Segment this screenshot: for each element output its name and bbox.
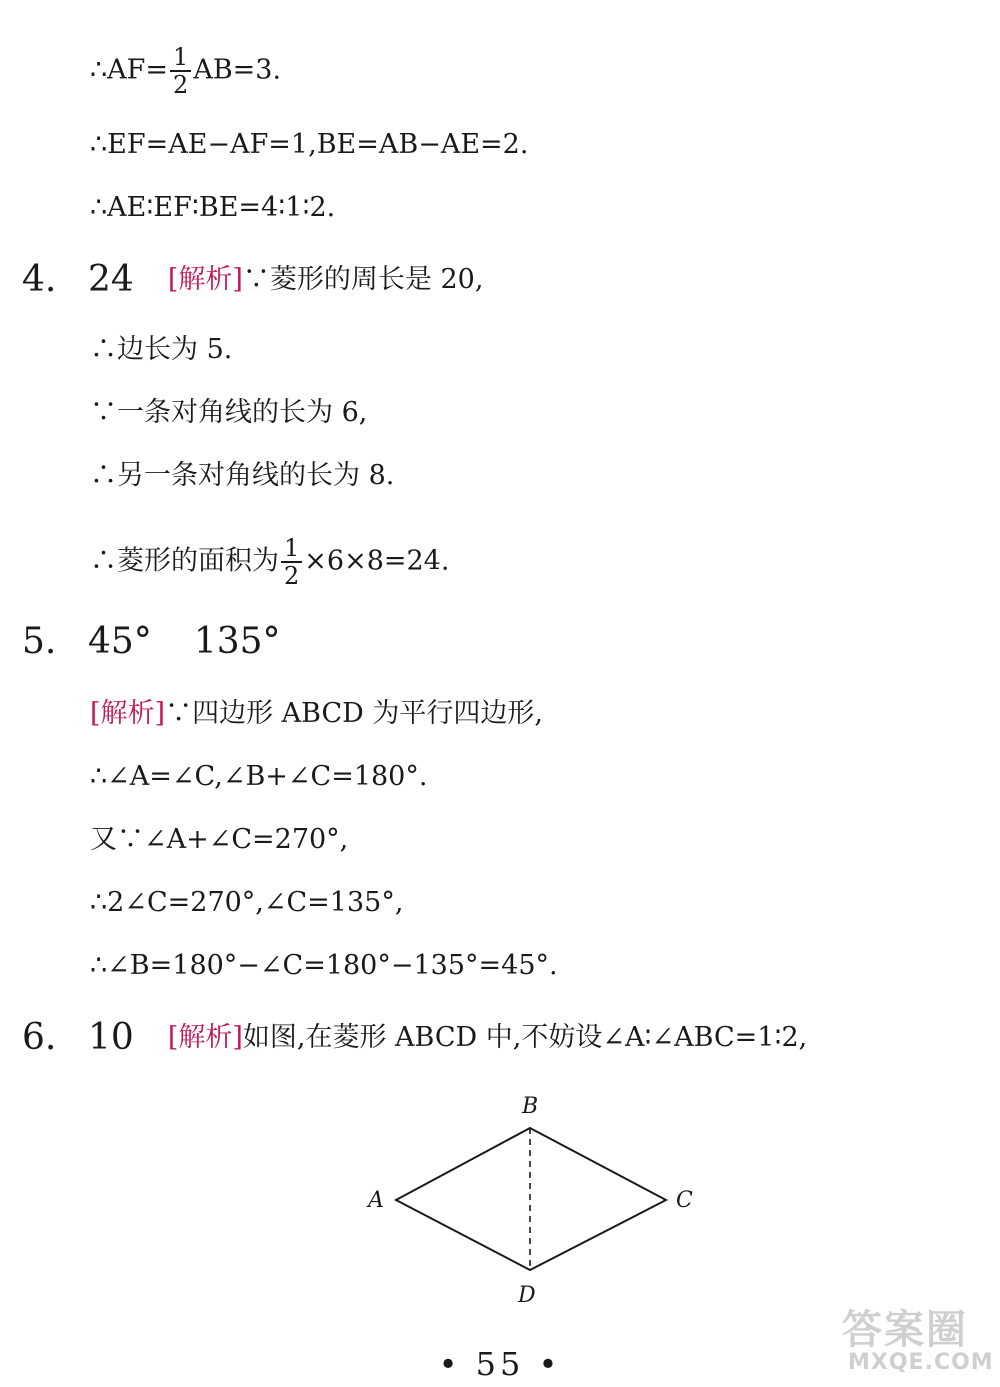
rhombus-figure (360, 1090, 700, 1315)
q6-heading: 6. 10 [解析]如图,在菱形 ABCD 中,不妨设∠A∶∠ABC=1∶2, (22, 1017, 808, 1058)
q4-heading: 4. 24 [解析]∵菱形的周长是 20, (22, 259, 484, 300)
q5-answer-1: 45° (88, 621, 152, 662)
fraction: $\frac{1}{2}$ (170, 45, 191, 97)
q5-step: ∴∠B=180°−∠C=180°−135°=45°. (90, 950, 558, 981)
q4-step: ∴另一条对角线的长为 8. (90, 460, 395, 491)
analysis-tag: [解析] (90, 698, 166, 729)
rhombus-diagram (360, 1090, 700, 1315)
fraction: $\frac{1}{2}$ (281, 536, 302, 588)
analysis-tag: [解析] (167, 1022, 243, 1053)
vertex-label-d: D (518, 1283, 536, 1308)
vertex-label-b: B (522, 1094, 539, 1119)
q4-area: ∴菱形的面积为 $\frac{1}{2}$ ×6×8=24. (90, 534, 450, 590)
vertex-label-c: C (676, 1188, 693, 1213)
line-ef: ∴EF=AE−AF=1,BE=AB−AE=2. (90, 129, 529, 160)
q5-step: ∴∠A=∠C,∠B+∠C=180°. (90, 761, 428, 792)
page-number: • 55 • (438, 1345, 562, 1383)
q5-heading: 5. 45° 135° (22, 621, 281, 662)
vertex-label-a: A (368, 1188, 384, 1213)
q5-answer-2: 135° (193, 621, 281, 662)
line-ratio: ∴AE∶EF∶BE=4∶1∶2. (90, 192, 336, 223)
q5-lead: [解析]∵四边形 ABCD 为平行四边形, (90, 698, 543, 729)
rhombus-outline (396, 1128, 666, 1270)
q4-step: ∵一条对角线的长为 6, (90, 397, 368, 428)
q5-step: 又∵∠A+∠C=270°, (90, 824, 349, 855)
q6-answer: 10 (88, 1017, 134, 1058)
analysis-tag: [解析] (167, 264, 243, 295)
watermark-logo: 答案圈 MXQE.COM (842, 1306, 994, 1375)
q4-answer: 24 (88, 259, 134, 300)
q4-step: ∴边长为 5. (90, 334, 233, 365)
q5-step: ∴2∠C=270°,∠C=135°, (90, 887, 404, 918)
line-af: ∴AF= $\frac{1}{2}$ AB=3. (90, 43, 282, 99)
